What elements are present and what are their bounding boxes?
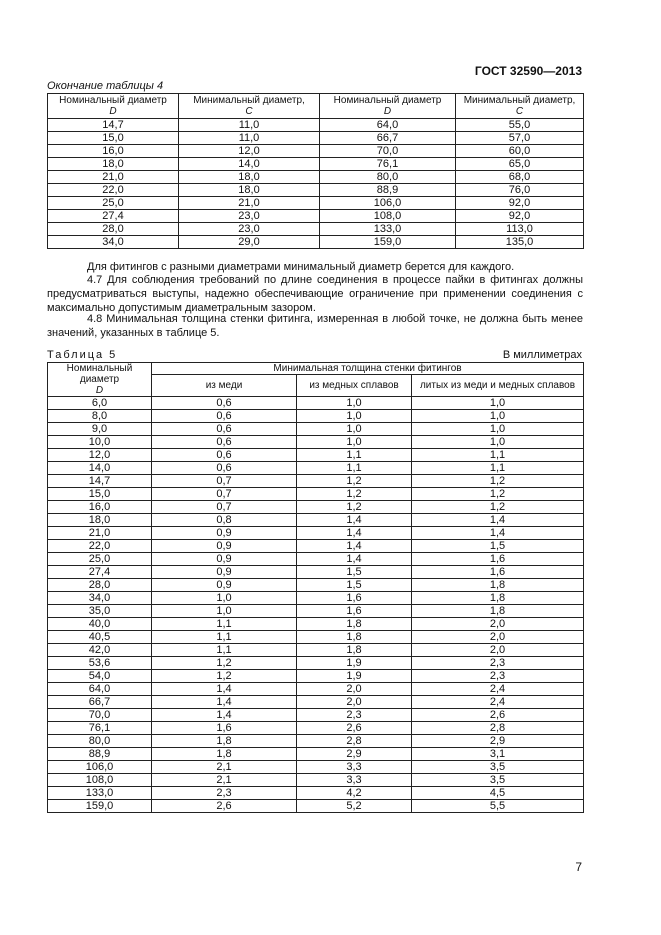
table-cell: 4,5 [412,787,584,800]
table-row [48,774,584,787]
table-cell: 11,0 [179,132,320,145]
table-cell: 0,9 [152,579,297,592]
table-cell: 1,4 [412,514,584,527]
table-cell: 18,0 [179,171,320,184]
table-cell: 1,8 [297,618,412,631]
table-row [48,683,584,696]
table-cell: 76,0 [456,184,584,197]
paragraph-4-7: 4.7 Для соблюдения требований по длине соединения в процессе пайки в фитингах должны предусматриваться выступы, надежно обеспечивающие ограничение при применении соединения с максимально допустимым диаметральным зазором. [47,274,583,314]
table-cell: 1,5 [412,540,584,553]
table-cell: 108,0 [320,210,456,223]
table-cell: 0,6 [152,436,297,449]
table-cell: 23,0 [179,210,320,223]
table-cell: 92,0 [456,197,584,210]
table-cell: 70,0 [48,709,152,722]
table-cell: 2,0 [412,631,584,644]
table-cell: 133,0 [320,223,456,236]
table-cell: 3,3 [297,774,412,787]
table-cell: 1,2 [297,501,412,514]
table-row [48,197,584,210]
table-cell: 135,0 [456,236,584,249]
t4-col-header: Номинальный диаметр D [320,94,456,119]
table-cell: 5,5 [412,800,584,813]
table-row [48,618,584,631]
table-cell: 4,2 [297,787,412,800]
table-cell: 1,1 [152,618,297,631]
table-row [48,566,584,579]
table-cell: 0,7 [152,475,297,488]
table-cell: 2,3 [412,657,584,670]
table-cell: 1,0 [297,436,412,449]
table-cell: 16,0 [48,145,179,158]
t5-subcol-header: литых из меди и медных сплавов [412,375,584,397]
table4-caption: Окончание таблицы 4 [47,80,164,92]
table-row [48,236,584,249]
table-cell: 1,2 [412,488,584,501]
table-cell: 18,0 [48,514,152,527]
table-cell: 1,2 [297,488,412,501]
table-cell: 53,6 [48,657,152,670]
table-row [48,119,584,132]
table-row [48,540,584,553]
t5-diameter-header: Номинальный диаметр D [48,363,152,397]
table-cell: 1,1 [297,462,412,475]
table-cell: 1,0 [297,423,412,436]
table-cell: 1,8 [412,579,584,592]
table-row [48,397,584,410]
table-cell: 42,0 [48,644,152,657]
table-cell: 1,8 [152,735,297,748]
table-cell: 1,4 [412,527,584,540]
table-row [48,488,584,501]
table-cell: 27,4 [48,566,152,579]
table-row [48,553,584,566]
table-cell: 1,0 [412,397,584,410]
table-cell: 0,9 [152,527,297,540]
table-row [48,696,584,709]
table-cell: 1,1 [152,644,297,657]
table-cell: 2,9 [297,748,412,761]
table-row [48,670,584,683]
table-cell: 2,0 [297,696,412,709]
table-cell: 0,7 [152,488,297,501]
table-row [48,579,584,592]
table-row [48,132,584,145]
table-cell: 2,4 [412,683,584,696]
table-cell: 108,0 [48,774,152,787]
t5-group-header: Минимальная толщина стенки фитингов [152,363,584,375]
table-cell: 2,3 [152,787,297,800]
table-cell: 5,2 [297,800,412,813]
table-cell: 3,3 [297,761,412,774]
table-cell: 66,7 [320,132,456,145]
table-cell: 106,0 [48,761,152,774]
table-cell: 0,9 [152,540,297,553]
table-cell: 1,5 [297,566,412,579]
table-row [48,644,584,657]
table-row [48,761,584,774]
t5-subcol-header: из медных сплавов [297,375,412,397]
table-row [48,158,584,171]
table-cell: 1,2 [412,475,584,488]
table-cell: 29,0 [179,236,320,249]
table-cell: 1,0 [412,423,584,436]
table-cell: 25,0 [48,553,152,566]
table-cell: 76,1 [48,722,152,735]
t4-col-header: Номинальный диаметр D [48,94,179,119]
table-cell: 2,3 [297,709,412,722]
table-cell: 68,0 [456,171,584,184]
table-cell: 66,7 [48,696,152,709]
table-cell: 2,8 [412,722,584,735]
table-cell: 1,0 [412,436,584,449]
table-row [48,462,584,475]
table-row [48,735,584,748]
table-cell: 0,6 [152,449,297,462]
table-row [48,631,584,644]
table-row [48,592,584,605]
table-cell: 14,7 [48,475,152,488]
table-cell: 0,7 [152,501,297,514]
table-cell: 1,0 [152,605,297,618]
table-cell: 10,0 [48,436,152,449]
table-cell: 34,0 [48,592,152,605]
table-cell: 25,0 [48,197,179,210]
table-row [48,722,584,735]
table-4 [47,93,584,249]
table-cell: 2,8 [297,735,412,748]
table-5 [47,362,584,813]
table-cell: 11,0 [179,119,320,132]
table-cell: 3,5 [412,774,584,787]
table-cell: 2,1 [152,761,297,774]
table-row [48,449,584,462]
table-cell: 40,0 [48,618,152,631]
table-row [48,145,584,158]
table-cell: 3,1 [412,748,584,761]
table-cell: 1,6 [412,553,584,566]
table-cell: 1,2 [412,501,584,514]
table-row [48,787,584,800]
table-cell: 28,0 [48,579,152,592]
table-cell: 80,0 [320,171,456,184]
table5-caption: Таблица 5 [47,349,118,361]
table-cell: 15,0 [48,488,152,501]
table-cell: 159,0 [320,236,456,249]
table-row [48,410,584,423]
table-row [48,210,584,223]
table-cell: 2,6 [297,722,412,735]
table-cell: 65,0 [456,158,584,171]
table-cell: 1,4 [152,683,297,696]
table-cell: 9,0 [48,423,152,436]
table-cell: 0,9 [152,553,297,566]
table-cell: 1,6 [412,566,584,579]
table-cell: 133,0 [48,787,152,800]
table-cell: 1,6 [297,592,412,605]
standard-number: ГОСТ 32590—2013 [474,64,582,78]
table-cell: 1,0 [297,397,412,410]
paragraph-4-8: 4.8 Минимальная толщина стенки фитинга, измеренная в любой точке, не должна быть менее значений, указанных в таблице 5. [47,313,583,339]
table-cell: 1,2 [152,657,297,670]
table-cell: 2,0 [412,618,584,631]
table-cell: 2,0 [412,644,584,657]
table-row [48,475,584,488]
table-cell: 14,0 [48,462,152,475]
table-row [48,605,584,618]
table-cell: 18,0 [179,184,320,197]
table-row [48,527,584,540]
table-cell: 21,0 [179,197,320,210]
table-cell: 2,6 [152,800,297,813]
table-cell: 14,0 [179,158,320,171]
table-cell: 1,8 [152,748,297,761]
table-cell: 1,6 [297,605,412,618]
table-cell: 1,2 [297,475,412,488]
table-cell: 0,6 [152,397,297,410]
table-cell: 80,0 [48,735,152,748]
table-row [48,171,584,184]
table-row [48,223,584,236]
table-cell: 1,8 [297,631,412,644]
table-cell: 1,6 [152,722,297,735]
table-cell: 1,0 [412,410,584,423]
table-cell: 1,8 [297,644,412,657]
table-cell: 0,6 [152,462,297,475]
table-cell: 1,4 [297,540,412,553]
table-cell: 64,0 [48,683,152,696]
table-cell: 1,1 [412,449,584,462]
table-cell: 21,0 [48,527,152,540]
table-row [48,514,584,527]
table-cell: 1,5 [297,579,412,592]
table-cell: 0,8 [152,514,297,527]
table-cell: 27,4 [48,210,179,223]
table5-units: В миллиметрах [502,349,582,361]
table-cell: 88,9 [48,748,152,761]
table-cell: 21,0 [48,171,179,184]
table-cell: 60,0 [456,145,584,158]
table-cell: 22,0 [48,184,179,197]
table-cell: 3,5 [412,761,584,774]
table-cell: 2,9 [412,735,584,748]
table-row [48,423,584,436]
table-cell: 1,4 [297,514,412,527]
table-cell: 1,4 [297,527,412,540]
table-cell: 40,5 [48,631,152,644]
table-cell: 2,0 [297,683,412,696]
table-cell: 16,0 [48,501,152,514]
paragraph-different-diameters: Для фитингов с разными диаметрами минимальный диаметр берется для каждого. [87,261,515,273]
t4-col-header: Минимальный диаметр, C [456,94,584,119]
table-cell: 64,0 [320,119,456,132]
table-cell: 34,0 [48,236,179,249]
table-cell: 1,9 [297,657,412,670]
table-cell: 28,0 [48,223,179,236]
table-cell: 0,6 [152,423,297,436]
table-row [48,800,584,813]
table-cell: 57,0 [456,132,584,145]
table-cell: 2,4 [412,696,584,709]
table-cell: 113,0 [456,223,584,236]
table-cell: 1,0 [297,410,412,423]
table-cell: 55,0 [456,119,584,132]
table-cell: 54,0 [48,670,152,683]
table-cell: 1,1 [412,462,584,475]
table-cell: 22,0 [48,540,152,553]
table-cell: 159,0 [48,800,152,813]
table-cell: 1,9 [297,670,412,683]
table-cell: 12,0 [48,449,152,462]
table-cell: 2,6 [412,709,584,722]
table-cell: 1,4 [297,553,412,566]
table-cell: 23,0 [179,223,320,236]
table-cell: 70,0 [320,145,456,158]
table-cell: 2,3 [412,670,584,683]
table-cell: 1,1 [152,631,297,644]
table-cell: 0,6 [152,410,297,423]
table-cell: 76,1 [320,158,456,171]
table-cell: 88,9 [320,184,456,197]
table-row [48,709,584,722]
table-row [48,436,584,449]
table-cell: 106,0 [320,197,456,210]
table-cell: 8,0 [48,410,152,423]
table-cell: 1,8 [412,592,584,605]
table-cell: 1,4 [152,696,297,709]
t4-col-header: Минимальный диаметр, C [179,94,320,119]
table-row [48,748,584,761]
table-cell: 2,1 [152,774,297,787]
table-cell: 1,4 [152,709,297,722]
table-row [48,184,584,197]
table-cell: 1,0 [152,592,297,605]
table-cell: 12,0 [179,145,320,158]
table-cell: 1,8 [412,605,584,618]
table-cell: 14,7 [48,119,179,132]
table-cell: 6,0 [48,397,152,410]
table-cell: 1,2 [152,670,297,683]
t5-subcol-header: из меди [152,375,297,397]
table-cell: 35,0 [48,605,152,618]
table-cell: 18,0 [48,158,179,171]
table-cell: 15,0 [48,132,179,145]
table-row [48,501,584,514]
page-number: 7 [575,860,582,874]
table-row [48,657,584,670]
table-cell: 1,1 [297,449,412,462]
table-cell: 92,0 [456,210,584,223]
table-cell: 0,9 [152,566,297,579]
